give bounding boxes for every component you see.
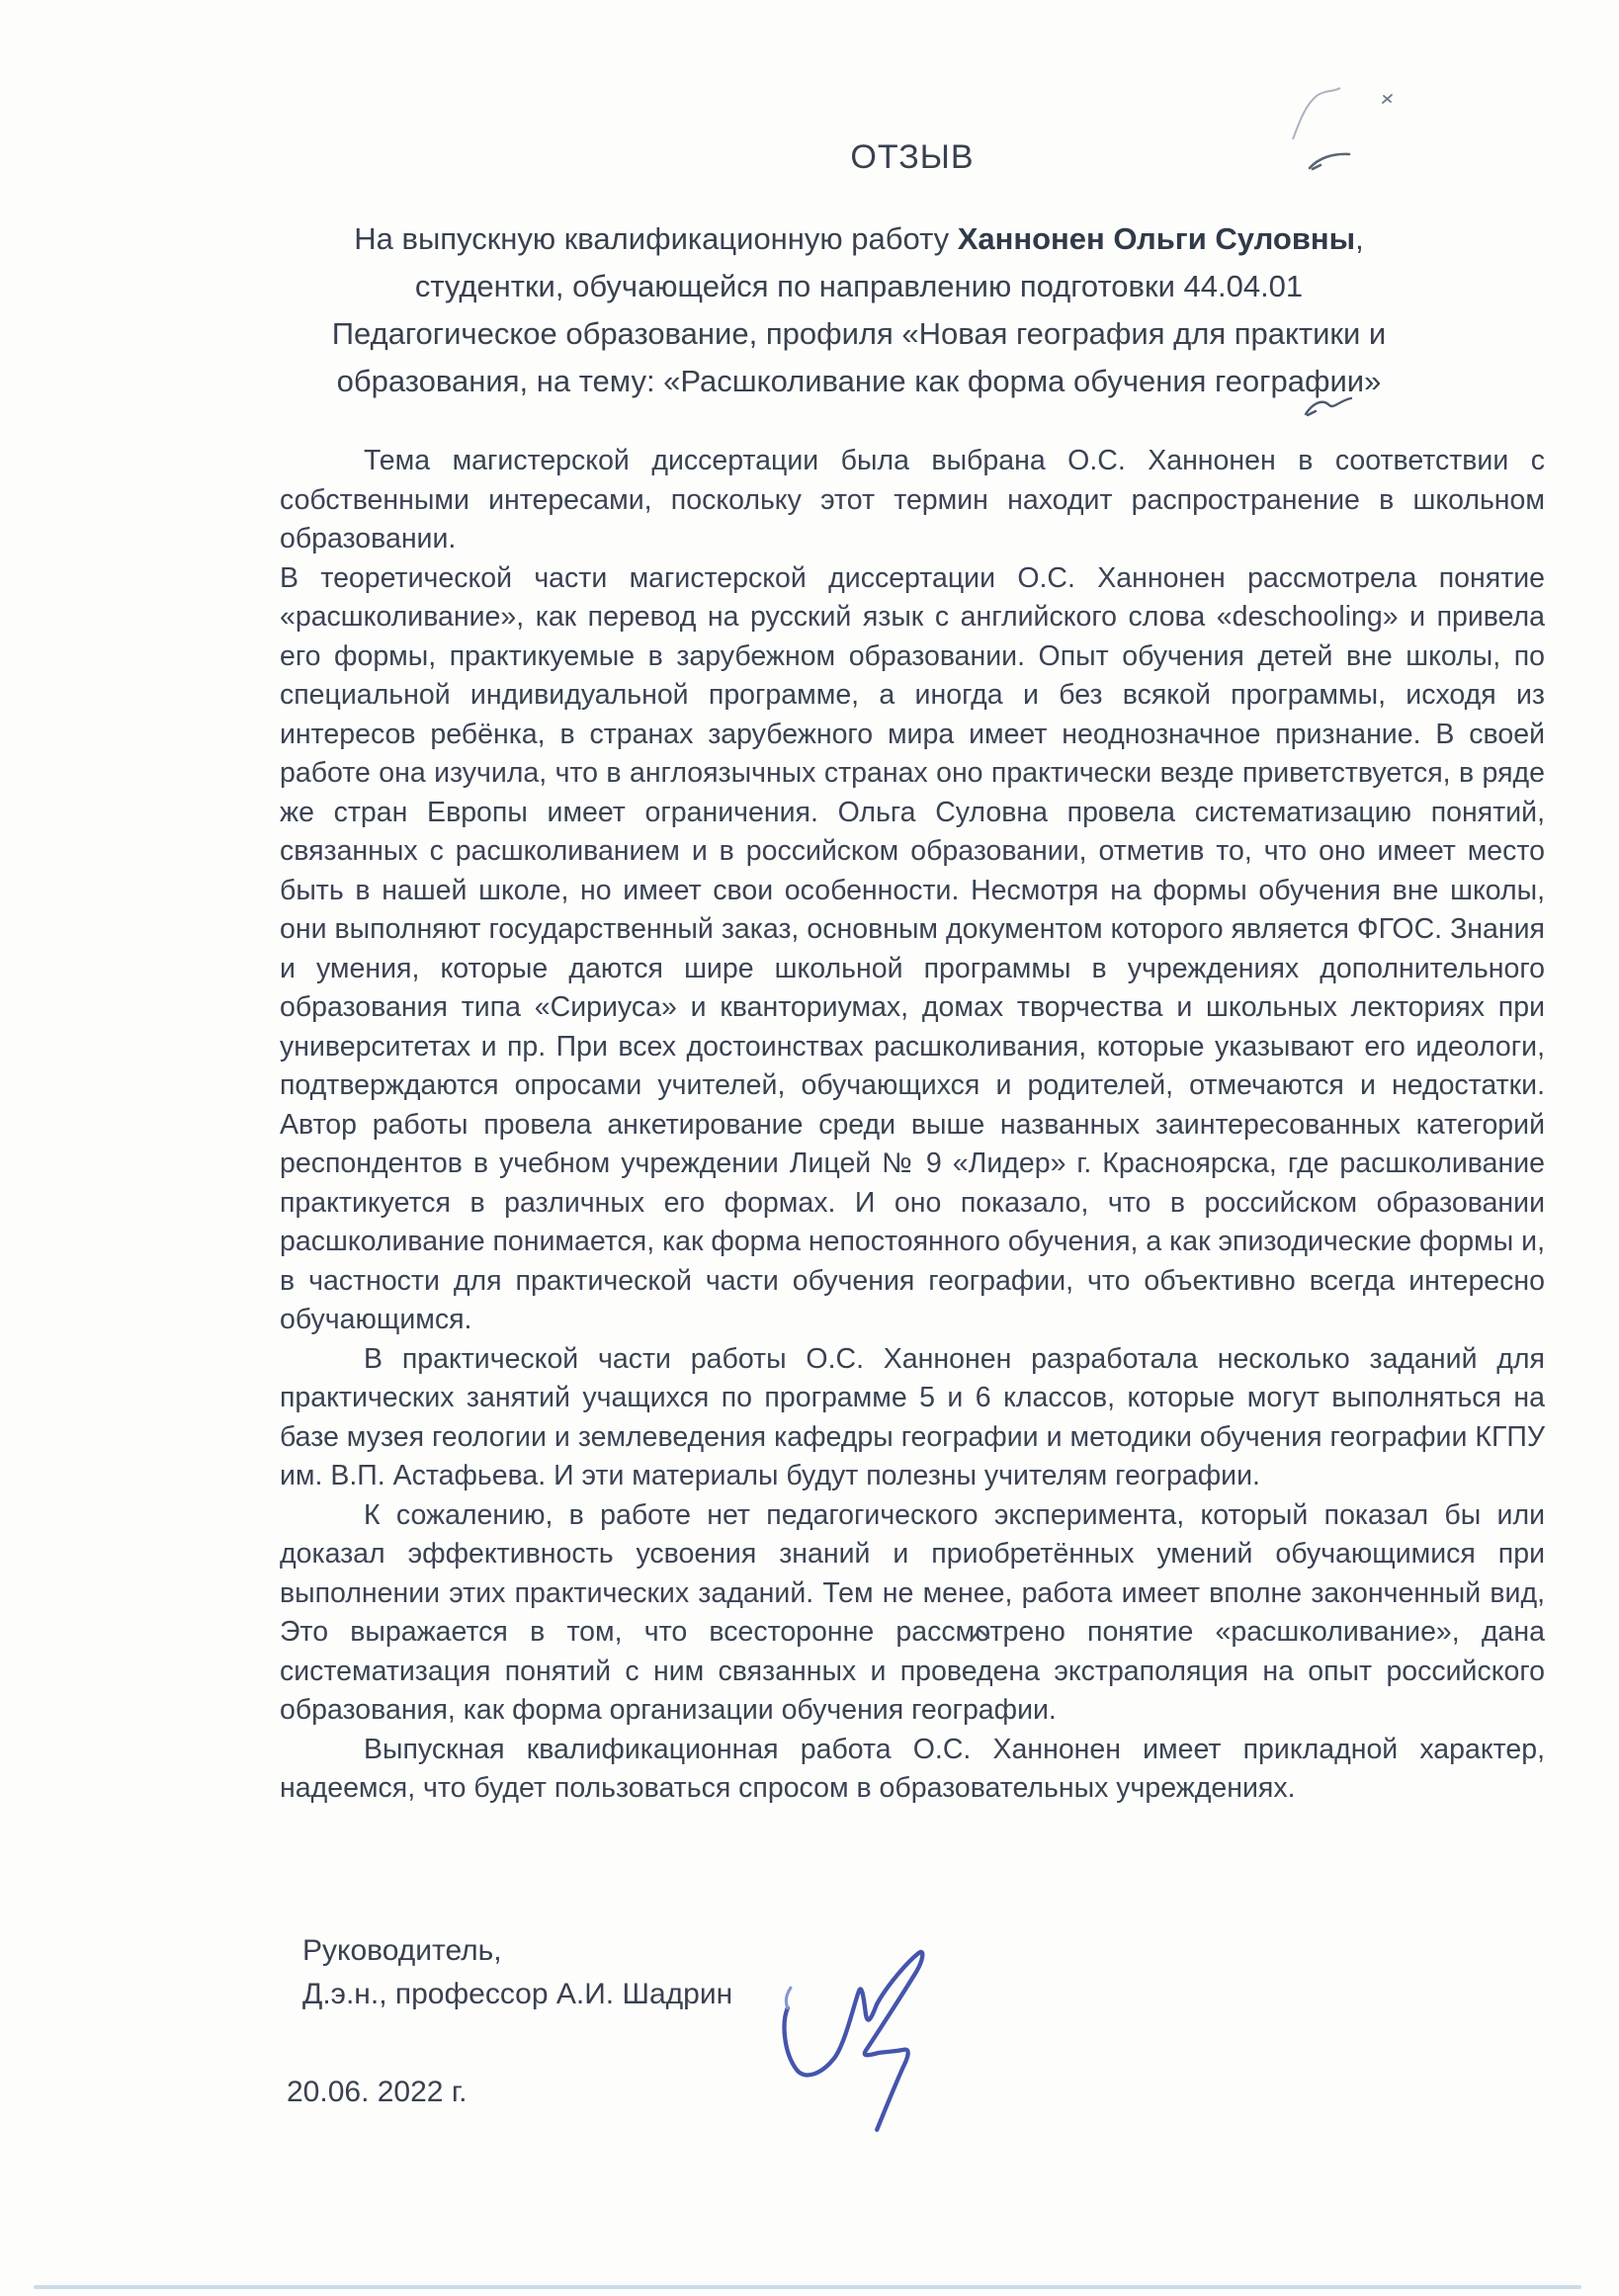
signature-name-line: Д.э.н., профессор А.И. Шадрин xyxy=(302,1978,733,2010)
header-line-1-suffix: , xyxy=(1355,221,1364,256)
header-line-4: образования, на тему: «Расшколивание как форма обучения географии» xyxy=(336,364,1382,398)
signature-role-line: Руководитель, xyxy=(302,1934,502,1967)
document-title: ОТЗЫВ xyxy=(850,138,975,176)
signature-date: 20.06. 2022 г. xyxy=(287,2076,468,2108)
scan-artifact-speck xyxy=(1380,91,1396,107)
paragraph-2: В теоретической части магистерской диссертации О.С. Ханнонен рассмотрела понятие «расшколивание», как перевод на русский язык с английского слова «deschooling» и привела его формы, практикуемые в зарубежном образовании. Опыт обучения детей вне школы, по специальной индивидуальной программе, а иногда и без всякой программы, исходя из интересов ребёнка, в странах зарубежного мира имеет неоднозначное признание. В своей работе она изучила, что в англоязычных странах оно практически везде приветствуется, в ряде же стран Европы имеет ограничения. Ольга Суловна провела систематизацию понятий, связанных с расшколиванием и в российском образовании, отметив то, что оно имеет место быть в нашей школе, но имеет свои особенности. Несмотря на формы обучения вне школы, они выполняют государственный заказ, основным документом которого является ФГОС. Знания и умения, которые даются шире школьной программы в учреждениях дополнительного образования типа «Сириуса» и кванториумах, домах творчества и школьных лекториях при университетах и пр. При всех достоинствах расшколивания, которые указывают его идеологи, подтверждаются опросами учителей, обучающихся и родителей, отмечаются и недостатки. Автор работы провела анкетирование среди выше названных заинтересованных категорий респондентов в учебном учреждении Лицей № 9 «Лидер» г. Красноярска, где расшколивание практикуется в различных его формах. И оно показало, что в российском образовании расшколивание понимается, как форма непостоянного обучения, а как эпизодические формы и, в частности для практической части обучения географии, что объективно всегда интересно обучающимся. xyxy=(280,561,1545,1335)
header-block xyxy=(147,215,1571,405)
header-line-3: Педагогическое образование, профиля «Новая география для практики и xyxy=(331,316,1387,351)
paragraph-5: Выпускная квалификационная работа О.С. Ханнонен имеет прикладной характер, надеемся, что будет пользоваться спросом в образовательных учреждениях. xyxy=(280,1733,1545,1804)
review-body xyxy=(280,442,1545,1809)
handwritten-signature-ink xyxy=(774,1945,927,2138)
header-line-1-prefix: На выпускную квалификационную работу xyxy=(354,221,958,256)
header-line-2: студентки, обучающейся по направлению подготовки 44.04.01 xyxy=(414,269,1304,303)
paragraph-1: Тема магистерской диссертации была выбрана О.С. Ханнонен в соответствии с собственными интересами, поскольку этот термин находит распространение в школьном образовании. xyxy=(280,445,1545,554)
bottom-scan-edge-line xyxy=(34,2285,1581,2289)
student-name: Ханнонен Ольги Суловны xyxy=(957,221,1356,256)
header-line-1 xyxy=(147,215,1571,263)
paragraph-4: К сожалению, в работе нет педагогического эксперимента, который показал бы или доказал эффективность усвоения знаний и приобретённых умений обучающимися при выполнении этих практических заданий. Тем не менее, работа имеет вполне законченный вид, Это выражается в том, что всесторонне рассмотрено понятие «расшколивание», дана систематизация понятий с ним связанных и проведена экстраполяция на опыт российского образования, как форма организации обучения географии. xyxy=(280,1498,1545,1726)
paragraph-3: В практической части работы О.С. Ханнонен разработала несколько заданий для практических занятий учащихся по программе 5 и 6 классов, которые могут выполняться на базе музея геологии и землеведения кафедры географии и методики обучения географии КГПУ им. В.П. Астафьева. И эти материалы будут полезны учителям географии. xyxy=(280,1342,1545,1491)
signature-block xyxy=(302,1929,732,2016)
